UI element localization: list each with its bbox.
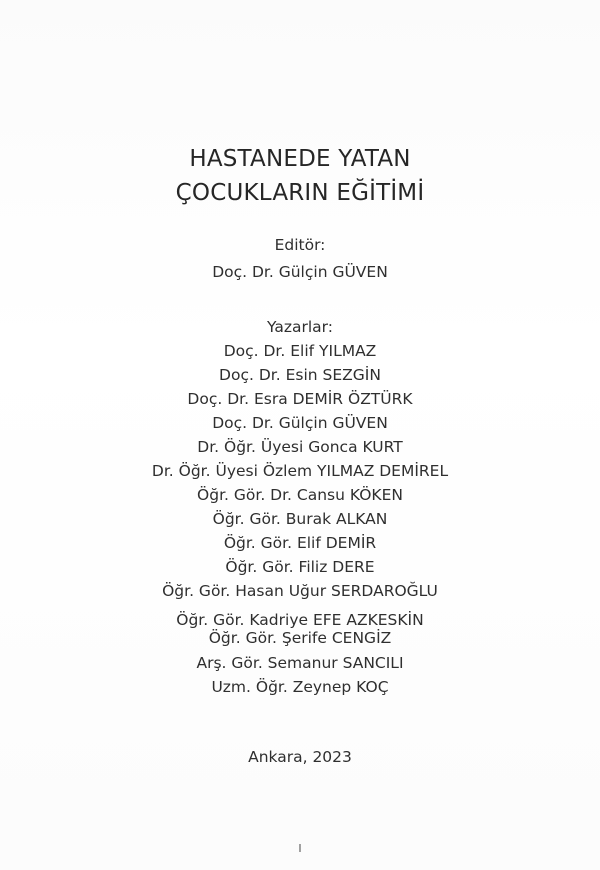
author-name: Doç. Dr. Esra DEMİR ÖZTÜRK xyxy=(187,390,413,408)
author-name: Doç. Dr. Elif YILMAZ xyxy=(223,342,377,360)
author-name: Öğr. Gör. Hasan Uğur SERDAROĞLU xyxy=(162,582,438,600)
author-name: Öğr. Gör. Elif DEMİR xyxy=(223,534,377,552)
author-name: Doç. Dr. Gülçin GÜVEN xyxy=(212,414,388,432)
authors-label: Yazarlar: xyxy=(267,318,333,336)
book-title xyxy=(0,142,600,210)
editor-label: Editör: xyxy=(274,236,326,254)
author-name: Dr. Öğr. Üyesi Gonca KURT xyxy=(197,438,403,456)
author-name: Öğr. Gör. Şerife CENGİZ xyxy=(208,629,392,647)
author-name: Öğr. Gör. Filiz DERE xyxy=(225,558,375,576)
author-name: Öğr. Gör. Dr. Cansu KÖKEN xyxy=(197,486,403,504)
book-title-line-2: ÇOCUKLARIN EĞİTİMİ xyxy=(175,180,425,206)
author-name: Öğr. Gör. Kadriye EFE AZKESKİN xyxy=(176,611,424,629)
author-name: Öğr. Gör. Burak ALKAN xyxy=(212,510,388,528)
author-name: Arş. Gör. Semanur SANCILI xyxy=(196,654,404,672)
editor-name: Doç. Dr. Gülçin GÜVEN xyxy=(212,263,388,281)
author-name: Uzm. Öğr. Zeynep KOÇ xyxy=(211,678,389,696)
author-name: Doç. Dr. Esin SEZGİN xyxy=(219,366,381,384)
book-title-line-1: HASTANEDE YATAN xyxy=(189,146,411,172)
page-number: I xyxy=(298,842,302,855)
author-name: Dr. Öğr. Üyesi Özlem YILMAZ DEMİREL xyxy=(151,462,449,480)
publication-place-year: Ankara, 2023 xyxy=(248,748,352,766)
